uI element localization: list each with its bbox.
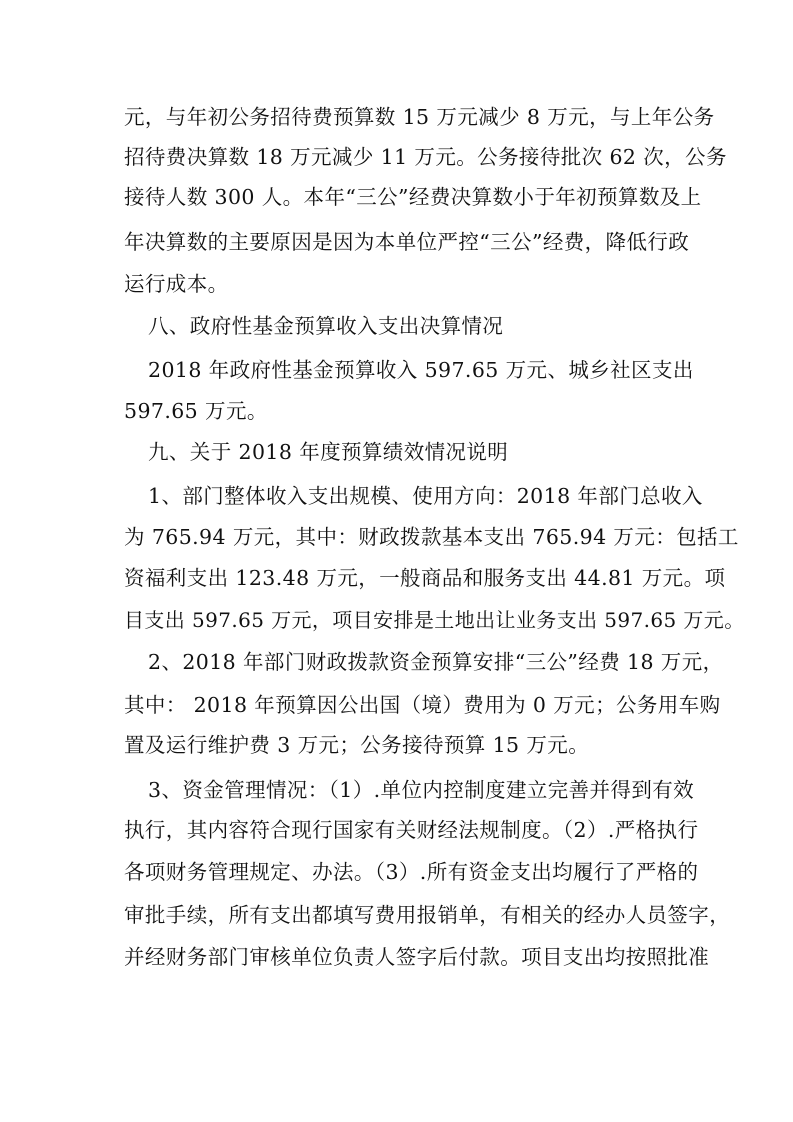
text-line: 年决算数的主要原因是因为本单位严控“三公”经费，降低行政 [124,230,690,254]
text-line: 各项财务管理规定、办法。（3）.所有资金支出均履行了严格的 [124,860,699,884]
text-line: 并经财务部门审核单位负责人签字后付款。项目支出均按照批准 [124,945,710,969]
text-line: 597.65 万元。 [124,399,268,423]
text-line: 置及运行维护费 3 万元；公务接待预算 15 万元。 [124,733,590,757]
section-heading-8: 八、政府性基金预算收入支出决算情况 [148,314,504,338]
text-line: 审批手续，所有支出都填写费用报销单，有相关的经办人员签字， [124,903,731,927]
text-line: 资福利支出 123.48 万元，一般商品和服务支出 44.81 万元。项 [124,566,726,590]
text-line: 招待费决算数 18 万元减少 11 万元。公务接待批次 62 次，公务 [124,145,727,169]
text-line: 2018 年政府性基金预算收入 597.65 万元、城乡社区支出 [148,358,694,382]
section-heading-9: 九、关于 2018 年度预算绩效情况说明 [148,440,509,464]
text-line: 运行成本。 [124,272,229,296]
text-line: 元，与年初公务招待费预算数 15 万元减少 8 万元，与上年公务 [124,105,715,129]
text-line: 1、部门整体收入支出规模、使用方向：2018 年部门总收入 [148,484,703,508]
text-line: 2、2018 年部门财政拨款资金预算安排“三公”经费 18 万元， [148,650,724,674]
text-line: 目支出 597.65 万元，项目安排是土地出让业务支出 597.65 万元。 [124,608,745,632]
text-line: 接待人数 300 人。本年“三公”经费决算数小于年初预算数及上 [124,185,702,209]
text-line: 3、资金管理情况：（1）.单位内控制度建立完善并得到有效 [148,778,695,802]
text-line: 执行，其内容符合现行国家有关财经法规制度。（2）.严格执行 [124,818,699,842]
text-line: 为 765.94 万元，其中：财政拨款基本支出 765.94 万元：包括工 [124,525,739,549]
text-line: 其中： 2018 年预算因公出国（境）费用为 0 万元；公务用车购 [124,693,721,717]
